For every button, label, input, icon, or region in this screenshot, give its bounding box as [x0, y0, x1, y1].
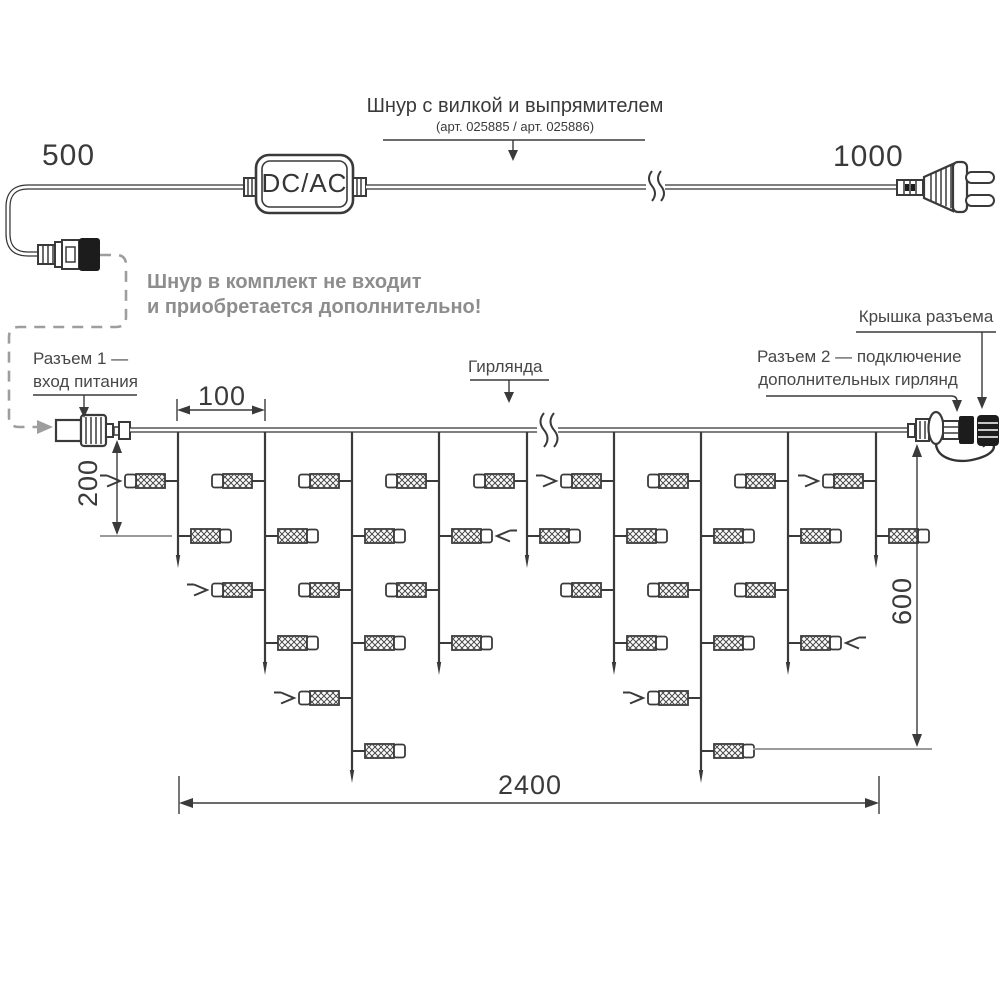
led-bulb-icon	[648, 474, 701, 488]
bulb-direction-arrow-icon	[798, 476, 818, 487]
cord-title: Шнур с вилкой и выпрямителем	[366, 95, 664, 117]
cord-title-leader	[383, 140, 645, 161]
dim-200-text: 200	[73, 458, 103, 508]
connector1-label-line2: вход питания	[33, 372, 138, 391]
connector2-label-line2: дополнительных гирлянд	[758, 370, 958, 389]
led-bulb-icon	[701, 636, 754, 650]
connector1-leader	[33, 395, 137, 418]
connector2-leader	[766, 396, 962, 412]
input-connector-icon	[56, 415, 130, 446]
dimension-graphics	[100, 399, 932, 814]
led-bulb-icon	[614, 529, 667, 543]
connector2-label-line1: Разъем 2 — подключение	[757, 347, 962, 366]
led-bulb-icon	[386, 583, 439, 597]
bulb-direction-arrow-icon	[623, 693, 643, 704]
icicle-drops	[100, 432, 929, 783]
led-bulb-icon	[125, 474, 178, 488]
dim-100-text: 100	[197, 381, 247, 411]
led-bulb-icon	[439, 636, 492, 650]
dim-1000-label: 1000	[833, 140, 904, 173]
led-bulb-icon	[265, 636, 318, 650]
led-bulb-icon	[299, 474, 352, 488]
dc-connector-icon	[38, 238, 100, 271]
led-bulb-icon	[823, 474, 876, 488]
led-bulb-icon	[265, 529, 318, 543]
led-bulb-icon	[474, 474, 527, 488]
led-bulb-icon	[178, 529, 231, 543]
icicle-drop	[125, 432, 231, 568]
bulb-direction-arrow-icon	[274, 693, 294, 704]
cord-subtitle: (арт. 025885 / арт. 025886)	[435, 119, 595, 134]
mains-cable	[366, 171, 897, 201]
not-included-note-line2: и приобретается дополнительно!	[147, 296, 482, 318]
led-bulb-icon	[527, 529, 580, 543]
bulb-direction-arrow-icon	[846, 638, 866, 649]
led-bulb-icon	[648, 691, 701, 705]
led-bulb-icon	[561, 474, 614, 488]
icicle-drop	[823, 432, 929, 568]
dcac-label: DC/AC	[261, 168, 348, 198]
led-bulb-icon	[352, 529, 405, 543]
led-bulb-icon	[876, 529, 929, 543]
led-bulb-icon	[299, 691, 352, 705]
cap-label: Крышка разъема	[858, 307, 994, 326]
wire-break-icon	[537, 413, 558, 447]
led-bulb-icon	[701, 744, 754, 758]
dim-2400-text: 2400	[497, 770, 563, 800]
connector1-label-line1: Разъем 1 —	[33, 349, 129, 368]
not-included-dashed-path	[9, 255, 129, 434]
dashed-arrow-icon	[37, 420, 53, 434]
led-bulb-icon	[648, 583, 701, 597]
not-included-note-line1: Шнур в комплект не входит	[147, 271, 422, 293]
connector-cap-icon	[977, 415, 999, 446]
cable-break-icon	[646, 171, 665, 201]
led-bulb-icon	[735, 474, 788, 488]
led-bulb-icon	[299, 583, 352, 597]
lead-cable	[8, 187, 246, 254]
led-bulb-icon	[701, 529, 754, 543]
led-bulb-icon	[352, 744, 405, 758]
led-bulb-icon	[788, 636, 841, 650]
led-bulb-icon	[735, 583, 788, 597]
icicle-drop	[212, 432, 318, 675]
bulb-direction-arrow-icon	[497, 531, 517, 542]
dim-600-text: 600	[887, 576, 917, 626]
led-bulb-icon	[788, 529, 841, 543]
bulb-direction-arrow-icon	[536, 476, 556, 487]
icicle-drop	[474, 432, 580, 568]
mains-plug-icon	[897, 162, 994, 212]
garland-label: Гирлянда	[468, 357, 543, 376]
led-bulb-icon	[212, 474, 265, 488]
bulb-direction-arrow-icon	[187, 585, 207, 596]
garland-leader	[470, 380, 549, 403]
led-bulb-icon	[439, 529, 492, 543]
led-bulb-icon	[614, 636, 667, 650]
led-bulb-icon	[212, 583, 265, 597]
led-bulb-icon	[561, 583, 614, 597]
icicle-drop	[561, 432, 667, 675]
led-bulb-icon	[352, 636, 405, 650]
dim-500-label: 500	[42, 139, 96, 172]
garland-assembly	[56, 412, 999, 783]
led-bulb-icon	[386, 474, 439, 488]
